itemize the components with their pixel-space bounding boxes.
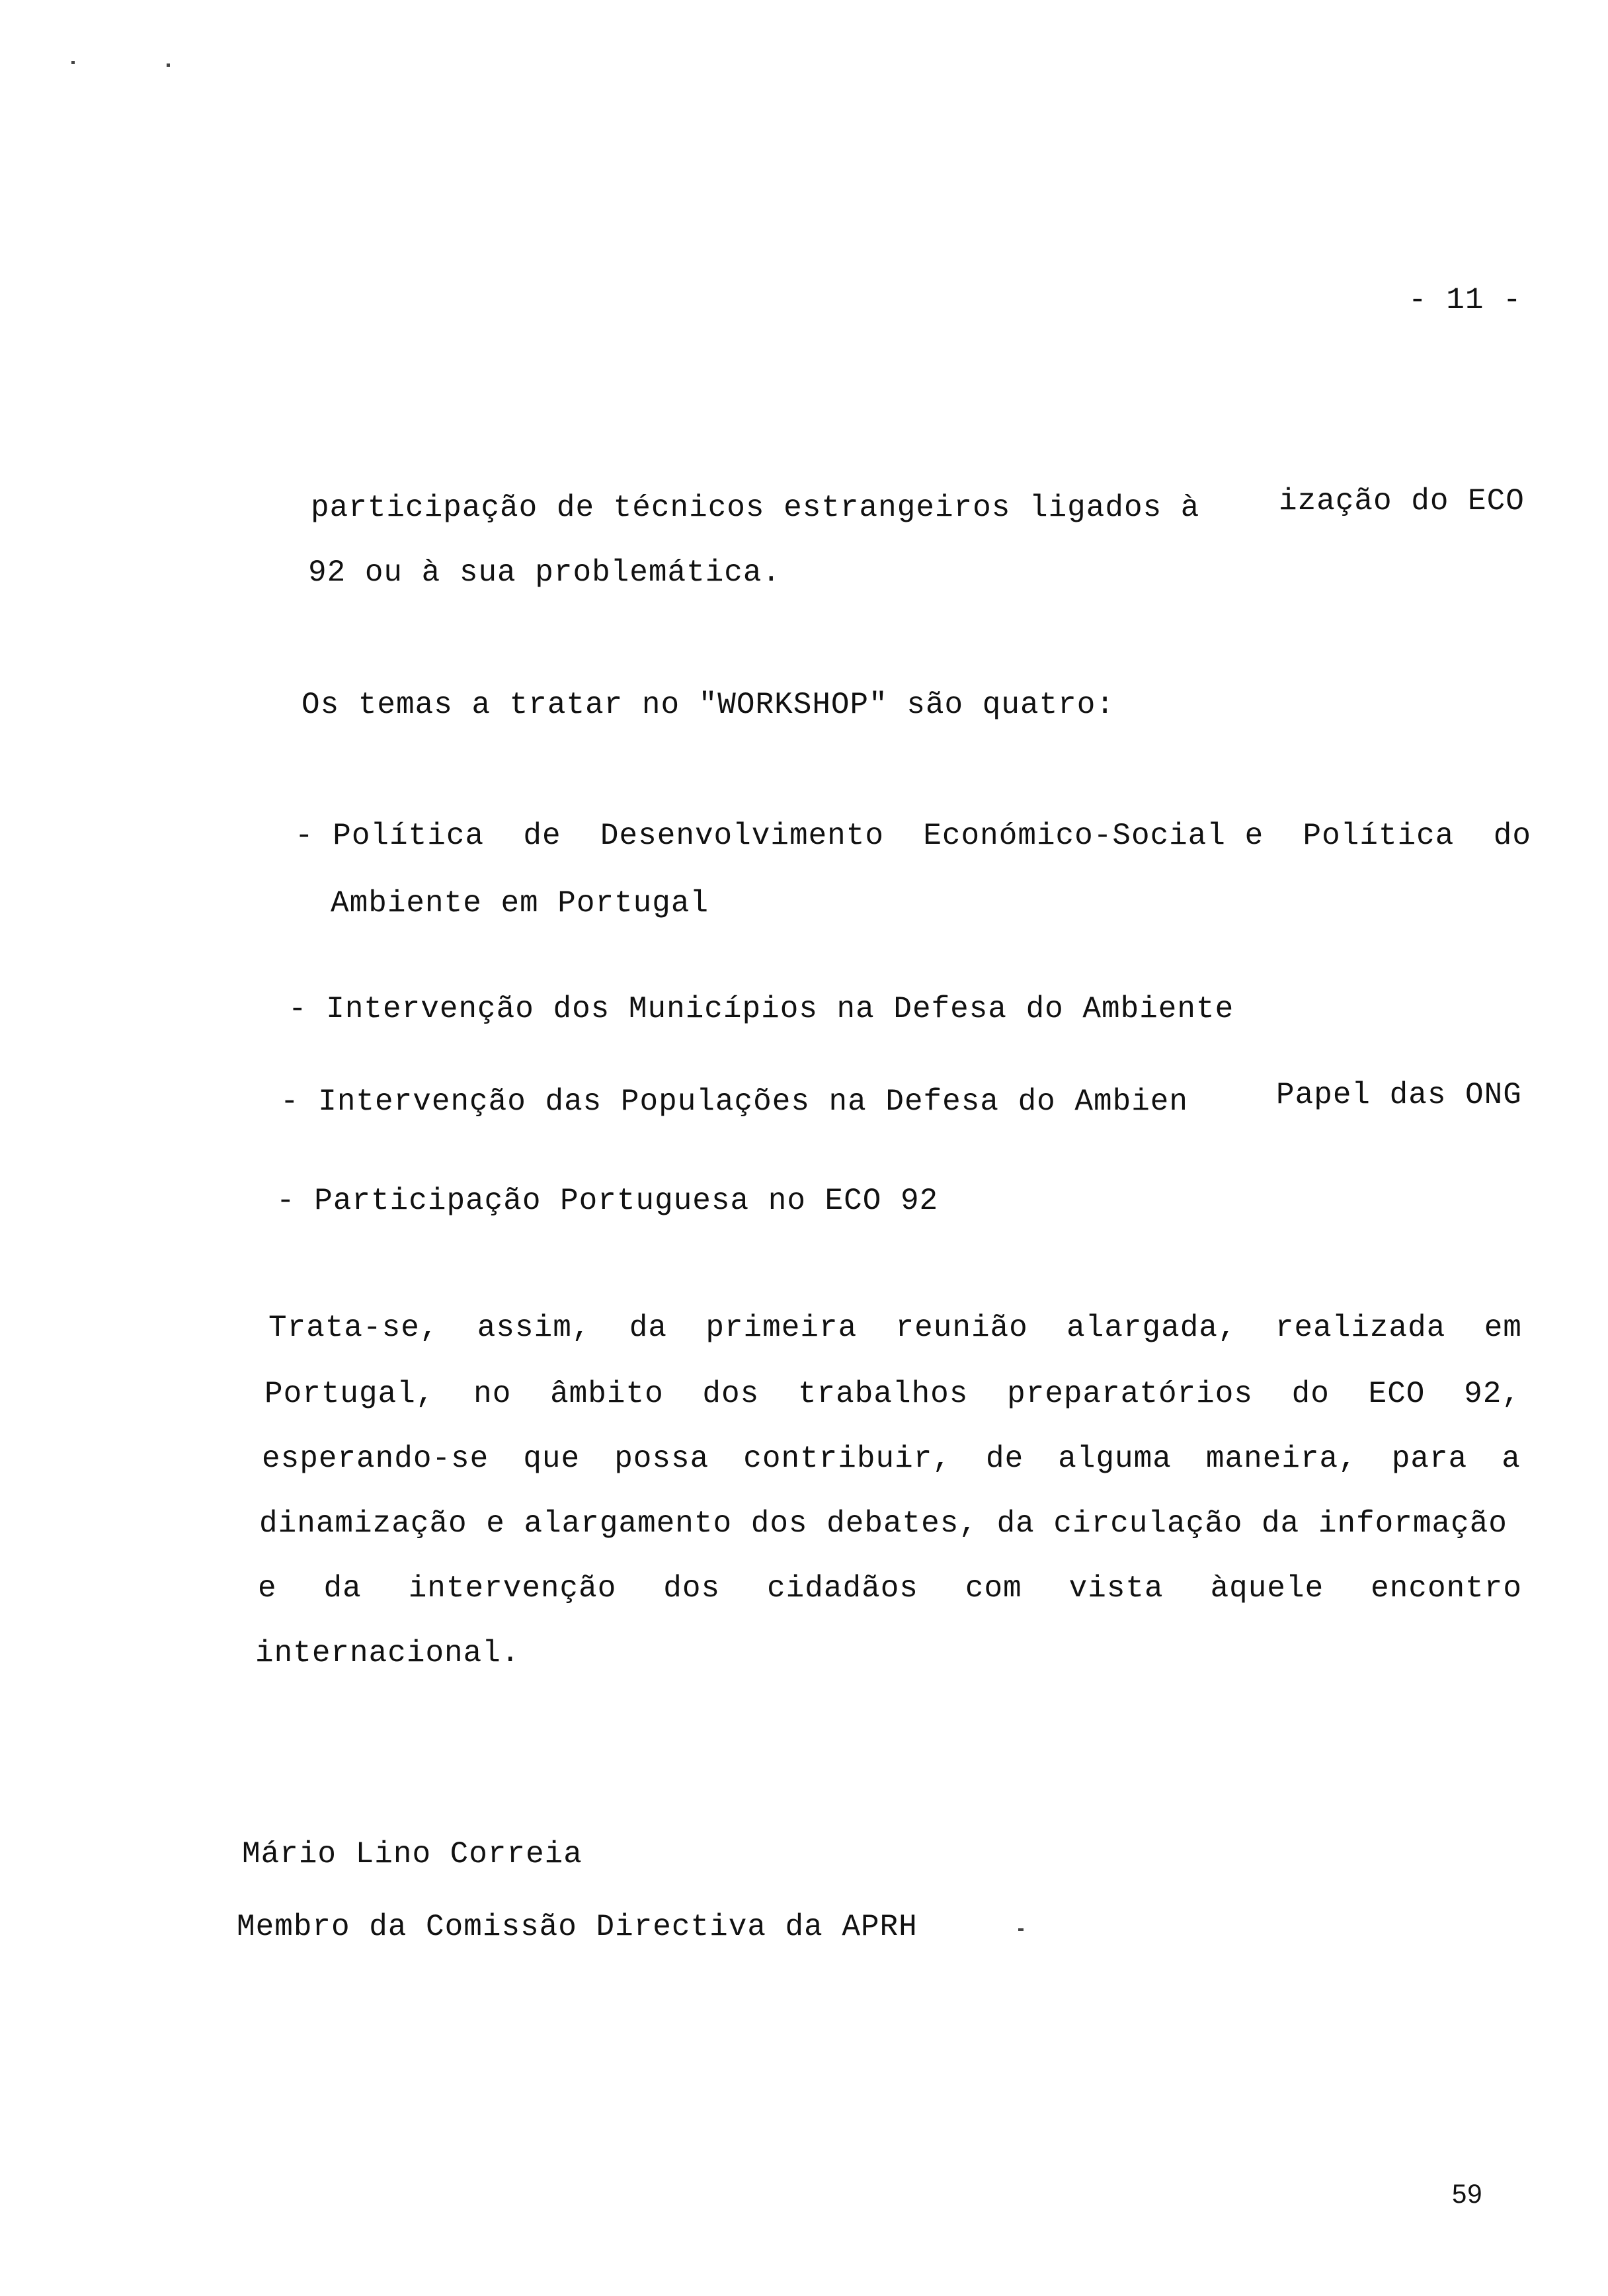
word: alguma — [1058, 1442, 1172, 1476]
word: dos — [663, 1571, 721, 1606]
word: do — [1291, 1377, 1330, 1411]
word: àquele — [1210, 1571, 1324, 1606]
word: primeira — [705, 1311, 858, 1345]
word: contribuir, — [743, 1442, 951, 1476]
scan-speck — [167, 63, 170, 67]
word: maneira, — [1205, 1442, 1357, 1476]
word: para — [1391, 1442, 1468, 1476]
themes-heading: Os temas a tratar no "WORKSHOP" são quatro: — [302, 688, 1115, 722]
paragraph-line-3 — [262, 1442, 1521, 1476]
theme-item-3-right: Papel das ONG — [1276, 1078, 1522, 1112]
paragraph-line-6: internacional. — [255, 1636, 520, 1670]
word: dos — [702, 1377, 760, 1411]
word: do — [1493, 819, 1531, 853]
word: - Política — [295, 819, 485, 853]
word: encontro — [1371, 1571, 1522, 1606]
theme-item-1-line-2: Ambiente em Portugal — [331, 886, 709, 921]
word: realizada — [1275, 1311, 1446, 1345]
word: assim, — [477, 1311, 591, 1345]
word: da — [323, 1571, 362, 1606]
theme-item-2: - Intervenção dos Municípios na Defesa do Ambiente — [288, 992, 1234, 1026]
word: 92, — [1464, 1377, 1521, 1411]
word: vista — [1068, 1571, 1164, 1606]
word: Política — [1303, 819, 1455, 853]
word: Desenvolvimento — [600, 819, 884, 853]
page-number-footer: 59 — [1452, 2180, 1483, 2209]
word: de — [523, 819, 561, 853]
word: ECO — [1368, 1377, 1426, 1411]
word: que — [523, 1442, 581, 1476]
stray-mark — [1018, 1928, 1024, 1931]
intro-line-1: participação de técnicos estrangeiros ligados à — [311, 491, 1200, 525]
word: de — [985, 1442, 1024, 1476]
page-number-header: - 11 - — [1408, 283, 1522, 317]
paragraph-line-4: dinamização e alargamento dos debates, da circulação da informação — [259, 1506, 1508, 1541]
theme-item-1-line-1 — [295, 819, 1531, 853]
scan-speck — [71, 61, 75, 64]
word: com — [965, 1571, 1022, 1606]
word: a — [1502, 1442, 1521, 1476]
word: Económico-Social e — [923, 819, 1264, 853]
word: intervenção — [408, 1571, 617, 1606]
word: preparatórios — [1007, 1377, 1253, 1411]
theme-item-4: - Participação Portuguesa no ECO 92 — [276, 1184, 939, 1218]
word: da — [629, 1311, 667, 1345]
paragraph-line-5 — [258, 1571, 1522, 1606]
paragraph-line-2 — [264, 1377, 1521, 1411]
word: alargada, — [1066, 1311, 1237, 1345]
word: no — [473, 1377, 512, 1411]
theme-item-3: - Intervenção das Populações na Defesa do Ambien — [280, 1085, 1189, 1119]
intro-line-2: 92 ou à sua problemática. — [308, 555, 782, 590]
word: âmbito — [550, 1377, 664, 1411]
word: reunião — [895, 1311, 1028, 1345]
word: esperando-se — [262, 1442, 489, 1476]
paragraph-line-1 — [268, 1311, 1522, 1345]
word: trabalhos — [797, 1377, 969, 1411]
word: Trata-se, — [268, 1311, 439, 1345]
word: Portugal, — [264, 1377, 435, 1411]
signature-role: Membro da Comissão Directiva da APRH — [237, 1910, 918, 1944]
word: cidadãos — [767, 1571, 918, 1606]
word: em — [1484, 1311, 1522, 1345]
word: possa — [614, 1442, 709, 1476]
intro-line-1-right: ização do ECO — [1279, 484, 1525, 518]
word: e — [258, 1571, 277, 1606]
signature-name: Mário Lino Correia — [242, 1837, 583, 1871]
